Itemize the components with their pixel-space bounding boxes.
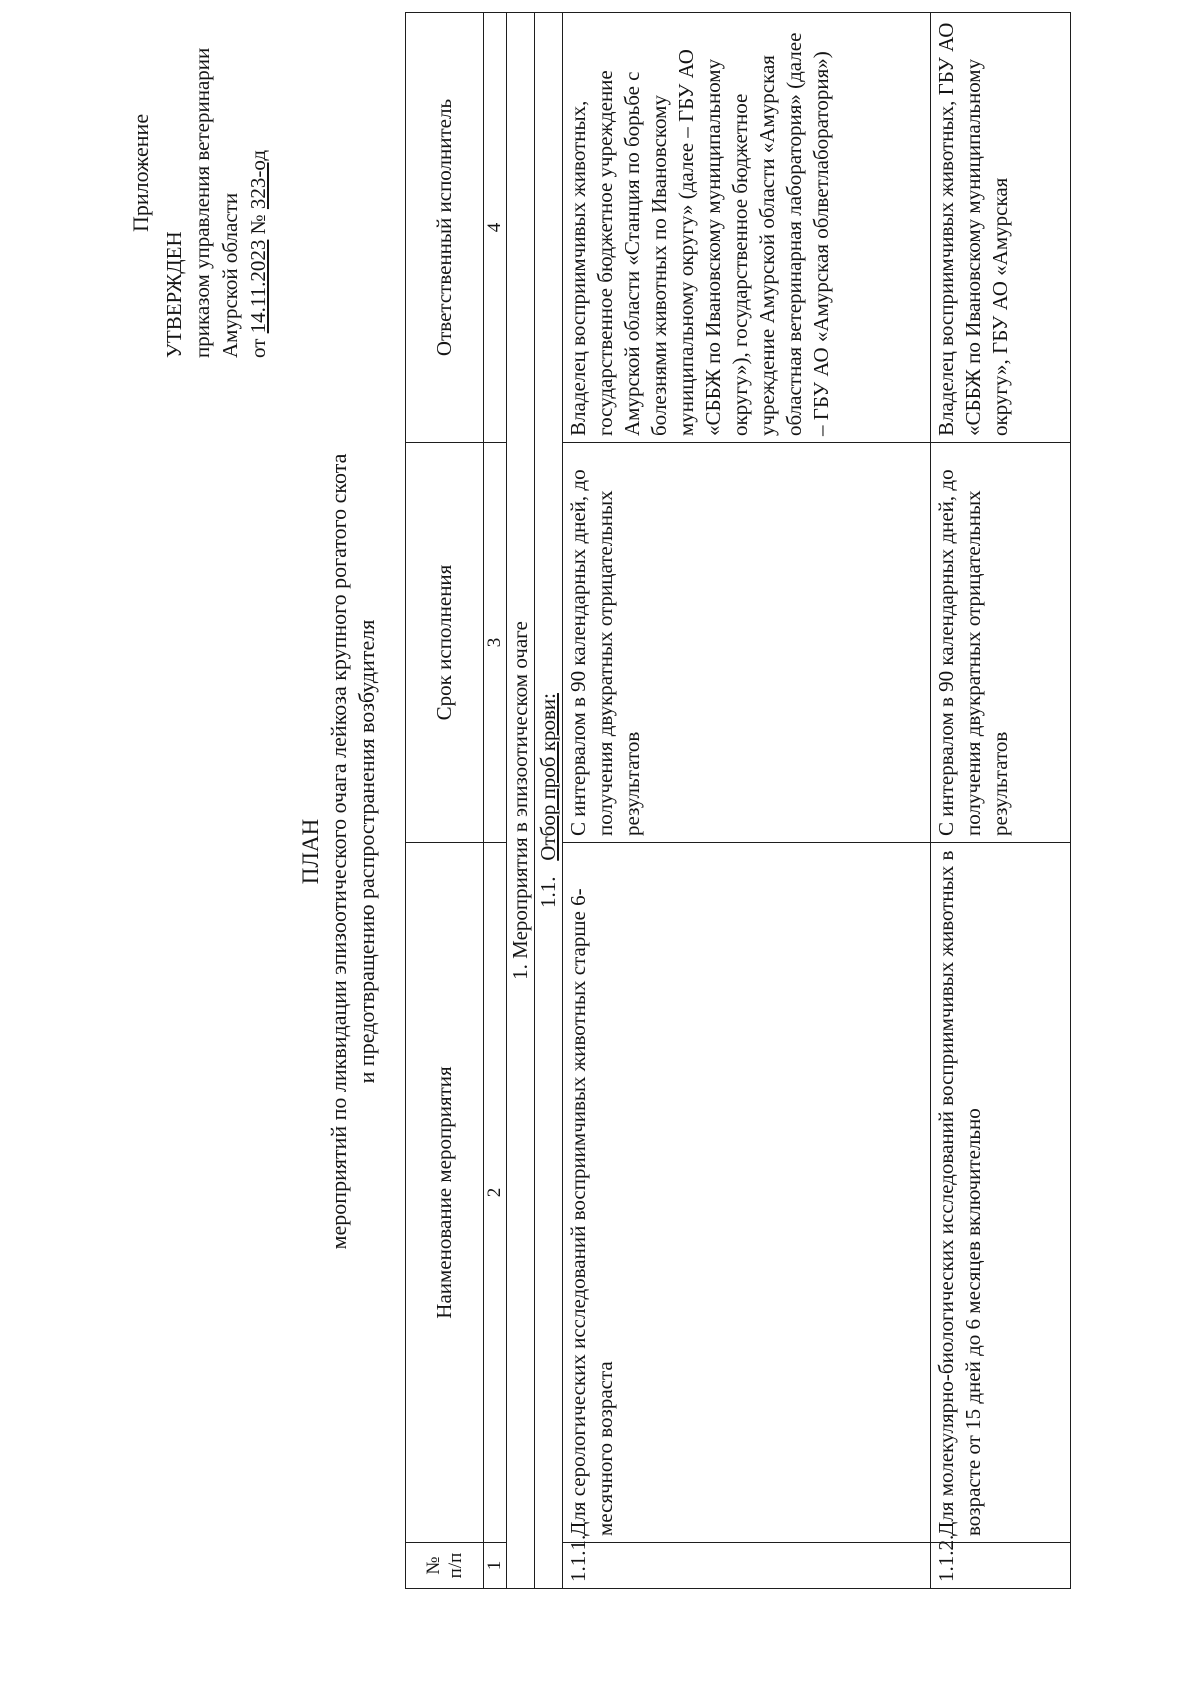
row-term: С интервалом в 90 календарных дней, до получения двукратных отрицательных результатов bbox=[563, 443, 931, 843]
row-name: Для серологических исследований восприимчивых животных старше 6-месячного возраста bbox=[563, 843, 931, 1543]
plan-title bbox=[297, 0, 381, 1703]
column-number-2: 2 bbox=[484, 843, 507, 1543]
plan-subtitle-line-1: мероприятий по ликвидации эпизоотического очага лейкоза крупного рогатого скота bbox=[326, 453, 351, 1250]
subsection-title: Отбор проб крови: bbox=[536, 693, 560, 861]
order-number-sign: № bbox=[246, 214, 270, 235]
approval-block bbox=[160, 48, 272, 358]
row-num: 1.1.2. bbox=[931, 1543, 1071, 1589]
column-number-3: 3 bbox=[484, 443, 507, 843]
section-row bbox=[507, 13, 535, 1589]
row-num: 1.1.1. bbox=[563, 1543, 931, 1589]
section-title: 1. Мероприятия в эпизоотическом очаге bbox=[507, 13, 535, 1589]
column-numbers-row bbox=[484, 13, 507, 1589]
subsection-number: 1.1. bbox=[536, 876, 560, 908]
order-number: 323-од bbox=[246, 149, 270, 210]
appendix-label: Приложение bbox=[128, 113, 153, 232]
header-num-line-2: п/п bbox=[444, 1552, 466, 1579]
header-num-cell bbox=[406, 1543, 484, 1589]
row-name: Для молекулярно-биологических исследований восприимчивых животных в возрасте от 15 дней до 6 месяцев включительно bbox=[931, 843, 1071, 1543]
table-header-row bbox=[406, 13, 484, 1589]
plan-subtitle-line-2: и предотвращению распространения возбудителя bbox=[354, 619, 379, 1084]
table-row bbox=[931, 13, 1071, 1589]
order-line-3 bbox=[244, 48, 272, 358]
table-row bbox=[563, 13, 931, 1589]
order-prefix: от bbox=[246, 338, 270, 358]
header-num-line-1: № bbox=[422, 1556, 444, 1575]
order-date: 14.11.2023 bbox=[246, 239, 270, 334]
row-responsible: Владелец восприимчивых животных, ГБУ АО «СББЖ по Ивановскому муниципальному округу», ГБУ АО «Амурская bbox=[931, 13, 1071, 443]
approved-word: УТВЕРЖДЕН bbox=[162, 231, 186, 358]
row-term: С интервалом в 90 календарных дней, до получения двукратных отрицательных результатов bbox=[931, 443, 1071, 843]
order-line-2: Амурской области bbox=[218, 192, 242, 358]
subsection-row bbox=[535, 13, 563, 1589]
order-line-1: приказом управления ветеринарии bbox=[190, 47, 214, 358]
row-responsible: Владелец восприимчивых животных, государственное бюджетное учреждение Амурской области «Станция по борьбе с болезнями животных по Ивановскому муниципальному округу» (далее – ГБУ АО «СББЖ по Ивановскому муниципальному округу»), государственное бюджетное учреждение Амурской области «Амурская областная ветеринарная лаборатория» (далее – ГБУ АО «Амурская облветлаборатория») bbox=[563, 13, 931, 443]
header-term-cell: Срок исполнения bbox=[406, 443, 484, 843]
plan-table bbox=[405, 12, 1071, 1589]
header-name-cell: Наименование мероприятия bbox=[406, 843, 484, 1543]
header-responsible-cell: Ответственный исполнитель bbox=[406, 13, 484, 443]
subsection-cell bbox=[535, 13, 563, 1589]
column-number-4: 4 bbox=[484, 13, 507, 443]
plan-heading: ПЛАН bbox=[298, 818, 323, 885]
column-number-1: 1 bbox=[484, 1543, 507, 1589]
